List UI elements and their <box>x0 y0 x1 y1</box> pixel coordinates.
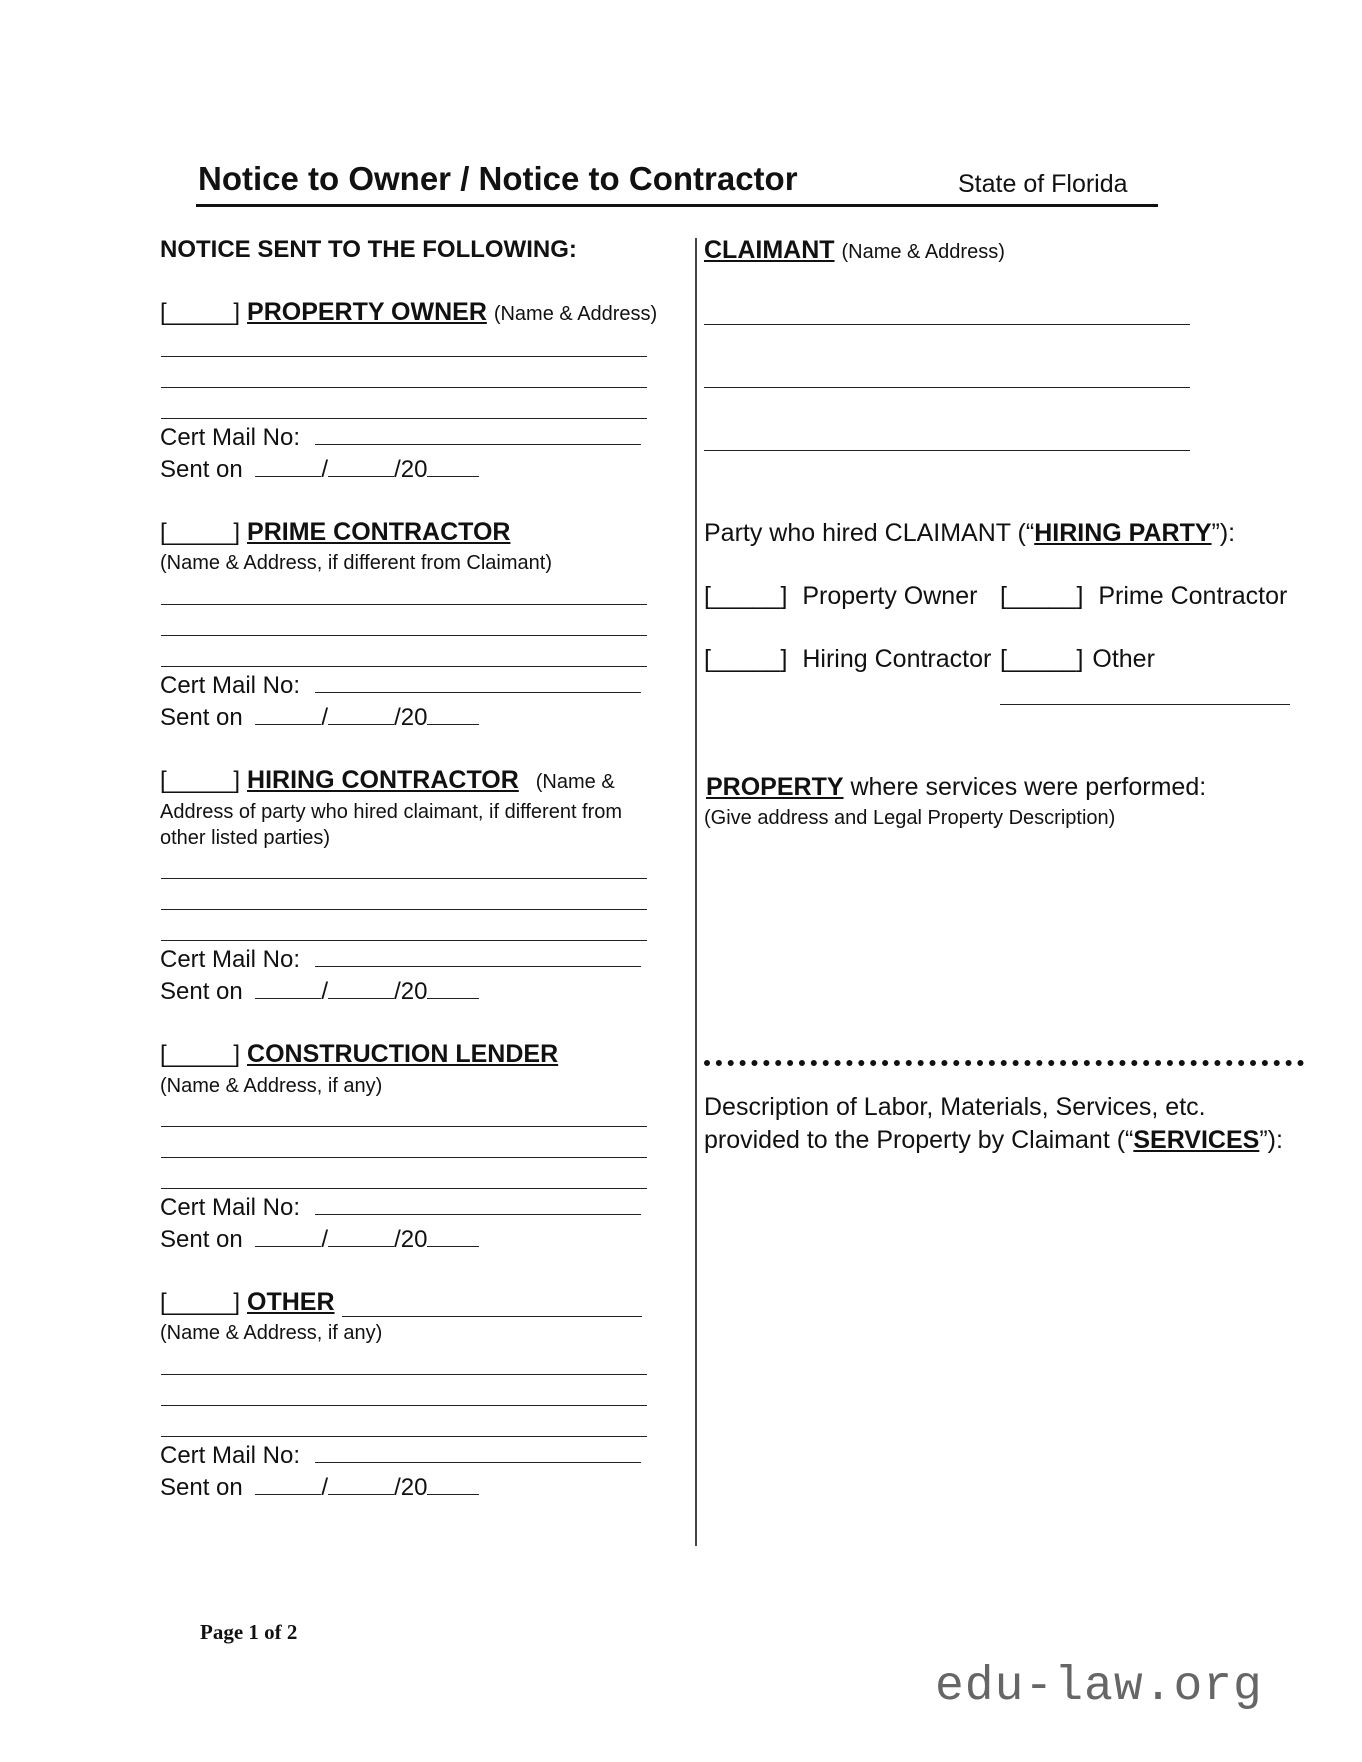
property-owner-option-label: Property Owner <box>802 582 978 610</box>
other-party-checkbox[interactable]: [_____] <box>160 1289 241 1316</box>
hiring-option-property-owner[interactable] <box>704 580 977 613</box>
construction-lender-sent-month[interactable] <box>255 1226 321 1247</box>
property-owner-checkbox[interactable]: [_____] <box>160 299 241 326</box>
prime-contractor-option-checkbox[interactable]: [_____] <box>1000 582 1084 610</box>
hiring-contractor-line-3[interactable] <box>161 940 647 941</box>
hiring-contractor-sent-year[interactable] <box>427 978 479 999</box>
hiring-contractor-title: HIRING CONTRACTOR <box>247 766 519 794</box>
sent-on-label: Sent on <box>160 456 243 483</box>
construction-lender-sent-year[interactable] <box>427 1226 479 1247</box>
other-party-name-line[interactable] <box>342 1316 642 1317</box>
other-party-cert-field[interactable] <box>315 1442 641 1463</box>
prime-contractor-sent-year[interactable] <box>427 704 479 725</box>
claimant-note: (Name & Address) <box>841 241 1005 263</box>
other-option-line[interactable] <box>1000 704 1290 705</box>
prime-contractor-line-1[interactable] <box>161 604 647 605</box>
date-separator: / <box>321 978 329 1005</box>
column-divider <box>695 238 697 1546</box>
construction-lender-line-2[interactable] <box>161 1157 647 1158</box>
hiring-contractor-sent-month[interactable] <box>255 978 321 999</box>
claimant-line-2[interactable] <box>704 387 1190 388</box>
hiring-contractor-line-2[interactable] <box>161 909 647 910</box>
claimant-header <box>704 236 1005 265</box>
claimant-line-1[interactable] <box>704 324 1190 325</box>
other-party-sent-row <box>160 1474 479 1502</box>
hiring-party-prompt <box>704 517 1235 550</box>
prime-contractor-sent-day[interactable] <box>328 704 394 725</box>
date-year-prefix: /20 <box>394 1474 428 1501</box>
page-number: Page 1 of 2 <box>200 1620 298 1644</box>
hiring-option-other[interactable] <box>1000 643 1155 676</box>
title-rule <box>196 204 1158 207</box>
hiring-contractor-note-c: other listed parties) <box>160 827 331 849</box>
property-owner-sent-row <box>160 456 479 484</box>
property-owner-sent-day[interactable] <box>328 456 394 477</box>
prime-contractor-cert-field[interactable] <box>315 672 641 693</box>
prime-contractor-note: (Name & Address, if different from Claimant) <box>160 552 552 574</box>
property-owner-line-1[interactable] <box>161 356 647 357</box>
sent-on-label: Sent on <box>160 978 243 1005</box>
property-owner-line-2[interactable] <box>161 387 647 388</box>
property-note: (Give address and Legal Property Description) <box>704 807 1116 829</box>
hiring-contractor-note-b: Address of party who hired claimant, if different from <box>160 801 623 823</box>
property-label: PROPERTY <box>706 773 844 801</box>
dotted-separator <box>704 1060 1304 1066</box>
other-option-label: Other <box>1092 645 1155 673</box>
cert-mail-label: Cert Mail No: <box>160 1194 301 1221</box>
sent-on-label: Sent on <box>160 1226 243 1253</box>
other-party-cert-row <box>160 1442 641 1470</box>
construction-lender-checkbox[interactable]: [_____] <box>160 1041 241 1068</box>
date-separator: / <box>321 456 329 483</box>
prime-contractor-option-label: Prime Contractor <box>1098 582 1288 610</box>
services-line-1: Description of Labor, Materials, Services, etc. <box>704 1093 1206 1121</box>
construction-lender-sent-day[interactable] <box>328 1226 394 1247</box>
prime-contractor-line-2[interactable] <box>161 635 647 636</box>
other-party-line-1[interactable] <box>161 1374 647 1375</box>
claimant-title: CLAIMANT <box>704 236 835 264</box>
hiring-contractor-option-checkbox[interactable]: [_____] <box>704 645 788 673</box>
sent-on-label: Sent on <box>160 1474 243 1501</box>
hiring-party-label: HIRING PARTY <box>1034 519 1212 547</box>
prime-contractor-header <box>160 518 510 547</box>
sent-on-label: Sent on <box>160 704 243 731</box>
construction-lender-sent-row <box>160 1226 479 1254</box>
construction-lender-title: CONSTRUCTION LENDER <box>247 1040 559 1068</box>
hiring-party-suffix: ”): <box>1211 519 1236 547</box>
other-option-checkbox[interactable]: [_____] <box>1000 645 1084 673</box>
services-line-2 <box>704 1124 1283 1157</box>
cert-mail-label: Cert Mail No: <box>160 672 301 699</box>
hiring-option-hiring-contractor[interactable] <box>704 643 991 676</box>
hiring-contractor-sent-row <box>160 978 479 1006</box>
construction-lender-line-3[interactable] <box>161 1188 647 1189</box>
construction-lender-cert-row <box>160 1194 641 1222</box>
notice-sent-heading: NOTICE SENT TO THE FOLLOWING: <box>160 236 577 263</box>
date-year-prefix: /20 <box>394 978 428 1005</box>
services-label: SERVICES <box>1133 1126 1260 1154</box>
construction-lender-note: (Name & Address, if any) <box>160 1075 383 1097</box>
property-prompt <box>706 771 1206 804</box>
property-prompt-rest: where services were performed: <box>843 773 1207 801</box>
prime-contractor-checkbox[interactable]: [_____] <box>160 519 241 546</box>
hiring-contractor-note-a: (Name & <box>535 771 615 793</box>
other-party-sent-day[interactable] <box>328 1474 394 1495</box>
other-party-sent-year[interactable] <box>427 1474 479 1495</box>
hiring-contractor-header <box>160 766 615 795</box>
form-title: Notice to Owner / Notice to Contractor <box>198 160 798 197</box>
hiring-contractor-cert-row <box>160 946 641 974</box>
date-separator: / <box>321 704 329 731</box>
property-owner-header <box>160 298 657 327</box>
other-party-line-3[interactable] <box>161 1436 647 1437</box>
construction-lender-line-1[interactable] <box>161 1126 647 1127</box>
prime-contractor-cert-row <box>160 672 641 700</box>
date-year-prefix: /20 <box>394 704 428 731</box>
hiring-contractor-cert-field[interactable] <box>315 946 641 967</box>
cert-mail-label: Cert Mail No: <box>160 946 301 973</box>
hiring-option-prime-contractor[interactable] <box>1000 580 1287 613</box>
date-separator: / <box>321 1226 329 1253</box>
prime-contractor-sent-month[interactable] <box>255 704 321 725</box>
cert-mail-label: Cert Mail No: <box>160 1442 301 1469</box>
hiring-contractor-line-1[interactable] <box>161 878 647 879</box>
date-year-prefix: /20 <box>394 456 428 483</box>
other-party-sent-month[interactable] <box>255 1474 321 1495</box>
construction-lender-header <box>160 1040 558 1069</box>
property-owner-cert-field[interactable] <box>315 424 641 445</box>
hiring-party-prefix: Party who hired CLAIMANT (“ <box>704 519 1035 547</box>
prime-contractor-sent-row <box>160 704 479 732</box>
property-owner-cert-row <box>160 424 641 452</box>
other-party-title: OTHER <box>247 1288 335 1316</box>
other-party-line-2[interactable] <box>161 1405 647 1406</box>
hiring-contractor-option-label: Hiring Contractor <box>802 645 992 673</box>
hiring-contractor-checkbox[interactable]: [_____] <box>160 767 241 794</box>
claimant-line-3[interactable] <box>704 450 1190 451</box>
state-label: State of Florida <box>958 170 1128 198</box>
other-party-note: (Name & Address, if any) <box>160 1322 383 1344</box>
services-suffix: ”): <box>1259 1126 1283 1154</box>
date-year-prefix: /20 <box>394 1226 428 1253</box>
property-owner-line-3[interactable] <box>161 418 647 419</box>
property-owner-note: (Name & Address) <box>493 303 658 325</box>
services-prefix: provided to the Property by Claimant (“ <box>704 1126 1134 1154</box>
other-party-header <box>160 1288 335 1317</box>
prime-contractor-line-3[interactable] <box>161 666 647 667</box>
hiring-contractor-sent-day[interactable] <box>328 978 394 999</box>
property-owner-sent-month[interactable] <box>255 456 321 477</box>
property-owner-option-checkbox[interactable]: [_____] <box>704 582 788 610</box>
construction-lender-cert-field[interactable] <box>315 1194 641 1215</box>
watermark: edu-law.org <box>935 1660 1263 1714</box>
cert-mail-label: Cert Mail No: <box>160 424 301 451</box>
property-owner-sent-year[interactable] <box>427 456 479 477</box>
property-owner-title: PROPERTY OWNER <box>247 298 487 326</box>
date-separator: / <box>321 1474 329 1501</box>
prime-contractor-title: PRIME CONTRACTOR <box>247 518 511 546</box>
